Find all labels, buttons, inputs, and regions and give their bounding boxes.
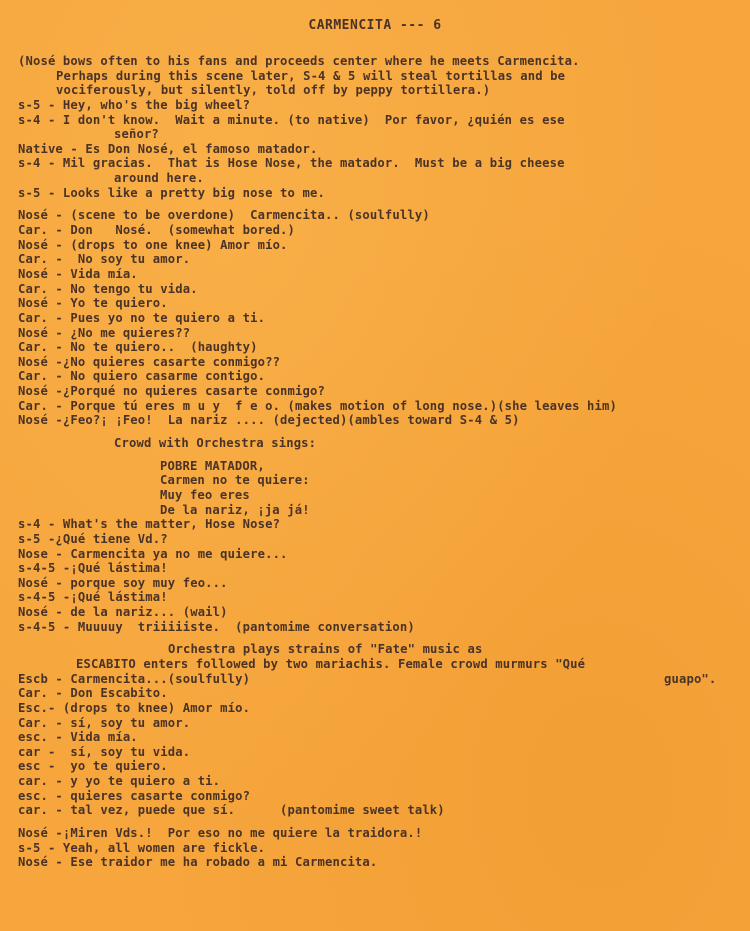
page-title: CARMENCITA --- 6 (308, 18, 442, 33)
dialogue-line: Nosé - ¿No me quieres?? (18, 325, 191, 340)
dialogue-line: Nosé - (scene to be overdone) Carmencita.. (soulfully) (18, 208, 430, 223)
dialogue-line: Car. - Don Escabito. (18, 686, 168, 701)
stage-direction-continuation: guapo". (664, 671, 717, 686)
dialogue-line: s-4-5 - Muuuuy triiiiiste. (pantomime conversation) (18, 619, 415, 634)
dialogue-line: Nosé -¿Feo?¡ ¡Feo! La nariz .... (dejected)(ambles toward S-4 & 5) (18, 413, 520, 428)
dialogue-line: s-4 - Mil gracias. That is Hose Nose, the matador. Must be a big cheese (18, 156, 565, 171)
dialogue-line: Nose - Carmencita ya no me quiere... (18, 546, 288, 561)
dialogue-line: Nosé - (drops to one knee) Amor mío. (18, 237, 288, 252)
stage-direction-line: ESCABITO enters followed by two mariachis. Female crowd murmurs "Qué (76, 656, 586, 671)
dialogue-line: s-4-5 -¡Qué lástima! (18, 590, 168, 605)
dialogue-line: s-4 - I don't know. Wait a minute. (to native) Por favor, ¿quién es ese (18, 112, 565, 127)
dialogue-line: Car. - Porque tú eres m u y f e o. (makes motion of long nose.)(she leaves him) (18, 398, 617, 413)
song-intro-line: Crowd with Orchestra sings: (114, 436, 317, 451)
dialogue-line: car. - y yo te quiero a ti. (18, 774, 221, 789)
dialogue-line: Nosé -¡Miren Vds.! Por eso no me quiere la traidora.! (18, 826, 423, 841)
dialogue-line: Car. - No soy tu amor. (18, 252, 191, 267)
dialogue-line: Car. - sí, soy tu amor. (18, 715, 191, 730)
dialogue-line: Nosé - porque soy muy feo... (18, 575, 228, 590)
dialogue-line: Car. - No tengo tu vida. (18, 281, 198, 296)
song-lyric-line: Carmen no te quiere: (160, 473, 310, 488)
dialogue-line: Car. - No te quiero.. (haughty) (18, 340, 258, 355)
dialogue-line: Car. - Pues yo no te quiero a ti. (18, 310, 266, 325)
dialogue-continuation: señor? (114, 127, 159, 142)
dialogue-continuation: around here. (114, 171, 204, 186)
dialogue-line: Esc.- (drops to knee) Amor mío. (18, 700, 251, 715)
dialogue-line: Nosé -¿No quieres casarte conmigo?? (18, 354, 281, 369)
dialogue-line: esc - yo te quiero. (18, 759, 168, 774)
dialogue-line: s-5 - Yeah, all women are fickle. (18, 840, 266, 855)
dialogue-line: car. - tal vez, puede que sí. (pantomime sweet talk) (18, 803, 445, 818)
song-lyric-line: POBRE MATADOR, (160, 458, 265, 473)
dialogue-line: Native - Es Don Nosé, el famoso matador. (18, 141, 318, 156)
stage-direction-line: Orchestra plays strains of "Fate" music as (168, 642, 483, 657)
dialogue-line: esc. - quieres casarte conmigo? (18, 788, 251, 803)
dialogue-line: Car. - Don Nosé. (somewhat bored.) (18, 223, 296, 238)
dialogue-line: s-5 - Looks like a pretty big nose to me. (18, 185, 325, 200)
dialogue-line: Nosé - Ese traidor me ha robado a mi Carmencita. (18, 855, 378, 870)
dialogue-line: Nosé - de la nariz... (wail) (18, 605, 228, 620)
dialogue-line: Nosé -¿Porqué no quieres casarte conmigo? (18, 384, 325, 399)
dialogue-line: Car. - No quiero casarme contigo. (18, 369, 266, 384)
dialogue-line: car - sí, soy tu vida. (18, 744, 191, 759)
dialogue-line: s-5 - Hey, who's the big wheel? (18, 97, 251, 112)
song-lyric-line: Muy feo eres (160, 487, 250, 502)
song-lyric-line: De la nariz, ¡ja já! (160, 502, 310, 517)
stage-direction-line: (Nosé bows often to his fans and proceeds center where he meets Carmencita. (18, 54, 580, 68)
dialogue-line: esc. - Vida mía. (18, 730, 138, 745)
dialogue-line: Nosé - Yo te quiero. (18, 296, 168, 311)
dialogue-line: Escb - Carmencita...(soulfully) (18, 671, 251, 686)
dialogue-line: Nosé - Vida mía. (18, 266, 138, 281)
dialogue-line: s-4-5 -¡Qué lástima! (18, 561, 168, 576)
dialogue-line: s-5 -¿Qué tiene Vd.? (18, 531, 168, 546)
stage-direction-line: vociferously, but silently, told off by peppy tortillera.) (56, 83, 491, 98)
script-body (18, 54, 742, 870)
dialogue-line: s-4 - What's the matter, Hose Nose? (18, 517, 281, 532)
stage-direction-line: Perhaps during this scene later, S-4 & 5 will steal tortillas and be (56, 68, 566, 83)
